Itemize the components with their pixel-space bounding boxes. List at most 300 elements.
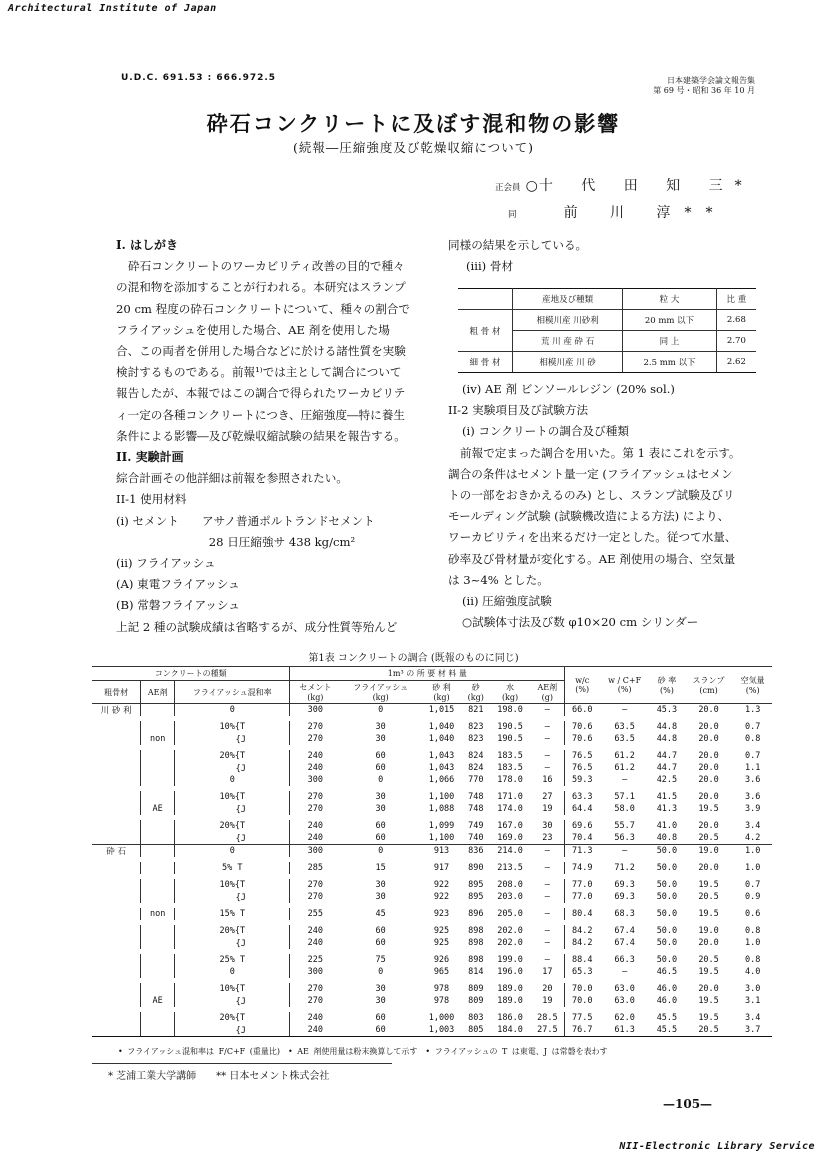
text-line: は 3~4% とした。: [448, 572, 549, 587]
value-cell: 62.0: [614, 1013, 635, 1023]
value-cell: 1.0: [744, 938, 761, 948]
value-cell: 19: [530, 995, 564, 1007]
value-cell: 55.7: [614, 821, 635, 831]
ae-label: non: [141, 908, 175, 920]
value-cell: 63.3: [571, 792, 593, 802]
value-cell: 19.5: [698, 996, 719, 1006]
value-cell: 3.6: [744, 775, 761, 785]
value-cell: 4.0: [744, 967, 761, 977]
col-header: 空気量 (%): [733, 667, 772, 704]
value-cell: 925: [433, 938, 450, 948]
value-cell: 917: [433, 863, 450, 873]
value-cell: 821: [468, 705, 484, 715]
value-cell: 240: [290, 1024, 340, 1037]
value-cell: 41.3: [656, 804, 678, 814]
aggregate-label: 砕 石: [92, 845, 141, 858]
value-cell: 1,003: [421, 1024, 462, 1037]
value-cell: 74.9: [571, 863, 593, 873]
value-cell: 836: [468, 846, 484, 856]
value-cell: 88.4: [571, 955, 593, 965]
udc-code: U.D.C. 691.53 : 666.972.5: [121, 73, 277, 83]
value-cell: 0.8: [744, 734, 761, 744]
table-row: [92, 762, 772, 774]
text-line: 上記 2 種の試験成績は省略するが、成分性質等殆んど: [116, 619, 398, 634]
mix-ratio: 10%{T: [175, 879, 290, 891]
value-cell: 64.4: [571, 804, 593, 814]
mix-ratio: 20%{T: [175, 750, 290, 762]
value-cell: —: [622, 775, 628, 785]
value-cell: 270: [307, 892, 324, 902]
value-cell: 189.0: [497, 996, 523, 1006]
value-cell: 27.5: [530, 1024, 564, 1037]
value-cell: 70.4: [565, 832, 599, 845]
aggregate-label: [92, 733, 141, 745]
ae-label: AE: [141, 995, 175, 1007]
value-cell: 60: [340, 832, 421, 845]
table-row: [92, 704, 772, 717]
value-cell: 184.0: [490, 1024, 531, 1037]
value-cell: 0: [378, 705, 384, 715]
value-cell: 76.5: [571, 751, 593, 761]
table-row: [92, 954, 772, 966]
value-cell: 270: [307, 734, 324, 744]
ae-label: [141, 879, 175, 891]
value-cell: 45: [375, 909, 386, 919]
value-cell: 898: [468, 926, 484, 936]
value-cell: 50.0: [656, 926, 678, 936]
aggregate-label: 川 砂 利: [92, 704, 141, 717]
table1-notes: • フライアッシュ混和率は F/C+F (重量比) • AE 剤使用量は粉末換算して示す • フライアッシュの T は東電、J は常磐を表わす: [118, 1047, 608, 1056]
author-role: 同: [508, 210, 517, 220]
ae-label: [141, 937, 175, 949]
value-cell: 809: [468, 984, 484, 994]
mix-ratio: {J: [175, 803, 290, 815]
text-line: (A) 東電フライアッシュ: [116, 577, 240, 592]
value-cell: 926: [433, 955, 450, 965]
aggregate-table: [458, 288, 756, 373]
ae-label: [141, 845, 175, 858]
mix-ratio: 15% T: [175, 908, 290, 920]
value-cell: 41.0: [656, 821, 678, 831]
value-cell: —: [530, 937, 564, 949]
value-cell: 63.0: [614, 984, 635, 994]
value-cell: 202.0: [497, 926, 523, 936]
value-cell: 44.8: [656, 722, 678, 732]
aggregate-label: [92, 750, 141, 762]
value-cell: 50.0: [656, 955, 678, 965]
value-cell: 60: [340, 1024, 421, 1037]
value-cell: 68.3: [614, 909, 635, 919]
value-cell: 749: [468, 821, 484, 831]
ae-label: [141, 1012, 175, 1024]
value-cell: 45.5: [650, 1024, 684, 1037]
value-cell: 1.0: [744, 863, 761, 873]
value-cell: 46.5: [656, 967, 678, 977]
text-line: 検討するものである。前報¹⁾では主として調合について: [116, 365, 402, 380]
value-cell: 203.0: [497, 892, 523, 902]
value-cell: 167.0: [497, 821, 523, 831]
aggregate-label: [92, 791, 141, 803]
text-line: (iii) 骨材: [466, 259, 514, 274]
value-cell: 898: [468, 955, 484, 965]
author-name: 前 川 淳**: [563, 205, 727, 221]
aggregate-label: [92, 721, 141, 733]
value-cell: —: [530, 845, 564, 858]
value-cell: 300: [307, 705, 324, 715]
value-cell: 60: [375, 821, 386, 831]
text-line: 綜合計画その他詳細は前報を参照されたい。: [116, 471, 348, 486]
value-cell: —: [530, 704, 564, 717]
value-cell: 30: [375, 892, 386, 902]
value-cell: 1.3: [744, 705, 761, 715]
value-cell: 814: [468, 967, 484, 977]
author-marker: ○: [525, 178, 539, 194]
value-cell: 69.6: [571, 821, 593, 831]
value-cell: 0.8: [744, 926, 761, 936]
value-cell: 66.0: [571, 705, 593, 715]
ae-label: [141, 925, 175, 937]
value-cell: 748: [468, 792, 484, 802]
value-cell: 58.0: [614, 804, 635, 814]
value-cell: 740: [462, 832, 490, 845]
section-heading: I. はしがき: [116, 238, 178, 252]
value-cell: 898: [468, 938, 484, 948]
value-cell: 285: [307, 863, 324, 873]
value-cell: —: [530, 750, 564, 762]
table-row: [92, 803, 772, 815]
value-cell: 20.0: [698, 863, 719, 873]
value-cell: 0.7: [744, 880, 761, 890]
value-cell: 44.7: [656, 751, 678, 761]
value-cell: 809: [468, 996, 484, 1006]
text-line: トの一部をおきかえるのみ) とし、スランプ試験及びリ: [448, 488, 735, 503]
value-cell: 922: [433, 892, 450, 902]
value-cell: 57.1: [614, 792, 635, 802]
value-cell: 1,000: [428, 1013, 455, 1023]
value-cell: 240: [290, 832, 340, 845]
col-header: 水 (kg): [490, 681, 531, 704]
page-number: —105—: [663, 1097, 713, 1111]
value-cell: 1,088: [428, 804, 455, 814]
value-cell: 913: [433, 846, 450, 856]
value-cell: 0.8: [744, 955, 761, 965]
table-row: [92, 721, 772, 733]
aggregate-label: [92, 879, 141, 891]
ae-label: [141, 983, 175, 995]
value-cell: 1,099: [428, 821, 455, 831]
col-header: 比 重: [716, 289, 756, 310]
value-cell: 20.5: [684, 832, 734, 845]
left-column: [116, 235, 446, 638]
value-cell: 60: [375, 938, 386, 948]
value-cell: 19.5: [698, 880, 719, 890]
gravity-cell: 2.70: [716, 331, 756, 352]
source-cell: 相模川産 川砂利: [513, 310, 623, 331]
value-cell: 3.9: [744, 804, 761, 814]
value-cell: 63.5: [614, 734, 635, 744]
value-cell: 67.4: [614, 938, 635, 948]
value-cell: 20.0: [698, 705, 719, 715]
value-cell: 925: [433, 926, 450, 936]
value-cell: 3.4: [744, 1013, 761, 1023]
source-cell: 荒 川 産 砕 石: [513, 331, 623, 352]
value-cell: 824: [468, 751, 484, 761]
text-line: ○試験体寸法及び数 φ10×20 cm シリンダー: [462, 615, 699, 630]
value-cell: 60: [375, 1013, 386, 1023]
mix-ratio: 20%{T: [175, 925, 290, 937]
text-line: 20 cm 程度の砕石コンクリートについて、種々の割合で: [116, 301, 410, 316]
aggregate-label: [92, 1024, 141, 1037]
value-cell: 44.7: [656, 763, 678, 773]
ae-label: non: [141, 733, 175, 745]
value-cell: —: [530, 721, 564, 733]
value-cell: 76.7: [565, 1024, 599, 1037]
journal-info: [653, 76, 755, 96]
text-line: フライアッシュを使用した場合、AE 剤を使用した場: [116, 322, 390, 337]
value-cell: 1,040: [428, 734, 455, 744]
text-line: 同様の結果を示している。: [448, 238, 588, 252]
table-row: [92, 820, 772, 832]
table-row: [92, 937, 772, 949]
value-cell: 922: [433, 880, 450, 890]
value-cell: 196.0: [497, 967, 523, 977]
value-cell: 60: [375, 926, 386, 936]
value-cell: 300: [307, 775, 324, 785]
mix-ratio: {J: [175, 832, 290, 845]
value-cell: 208.0: [497, 880, 523, 890]
value-cell: 270: [307, 880, 324, 890]
value-cell: 20.0: [698, 751, 719, 761]
value-cell: 0.7: [744, 722, 761, 732]
value-cell: 30: [375, 734, 386, 744]
value-cell: 190.5: [497, 734, 523, 744]
aggregate-label: [92, 937, 141, 949]
text-line: II-1 使用材料: [116, 492, 187, 507]
value-cell: 198.0: [497, 705, 523, 715]
value-cell: 240: [307, 938, 324, 948]
value-cell: 1,015: [428, 705, 455, 715]
mix-ratio: 5% T: [175, 862, 290, 874]
mix-ratio: 25% T: [175, 954, 290, 966]
gravity-cell: 2.62: [716, 352, 756, 373]
value-cell: 28.5: [530, 1012, 564, 1024]
value-cell: 178.0: [497, 775, 523, 785]
text-line: 報告したが、本報ではこの調合で得られたワーカビリテ: [116, 386, 406, 401]
value-cell: 44.8: [656, 734, 678, 744]
col-header: 産地及び種類: [513, 289, 623, 310]
institute-header: Architectural Institute of Japan: [8, 3, 217, 14]
aggregate-label: [92, 983, 141, 995]
footnotes: * 芝浦工業大学講師 ** 日本セメント株式会社: [108, 1071, 330, 1082]
value-cell: 69.3: [614, 880, 635, 890]
value-cell: 45.5: [656, 1013, 678, 1023]
value-cell: —: [530, 733, 564, 745]
ae-label: [141, 762, 175, 774]
value-cell: 823: [468, 734, 484, 744]
aggregate-label: [92, 832, 141, 845]
size-cell: 20 mm 以下: [623, 310, 717, 331]
aggregate-label: [92, 966, 141, 978]
ae-label: [141, 954, 175, 966]
value-cell: 255: [307, 909, 324, 919]
table-row: [92, 832, 772, 845]
value-cell: 30: [375, 880, 386, 890]
value-cell: 1,066: [428, 775, 455, 785]
value-cell: 20.5: [684, 1024, 734, 1037]
aggregate-label: [92, 891, 141, 903]
value-cell: 270: [307, 996, 324, 1006]
aggregate-label: [92, 995, 141, 1007]
col-header: コンクリートの種類: [92, 667, 290, 681]
table-row: [92, 925, 772, 937]
text-line: (ii) 圧縮強度試験: [462, 594, 552, 609]
value-cell: 30: [375, 996, 386, 1006]
value-cell: 300: [307, 846, 324, 856]
value-cell: 84.2: [571, 938, 593, 948]
value-cell: 23: [530, 832, 564, 845]
table-row: [92, 908, 772, 920]
value-cell: 20.0: [698, 734, 719, 744]
right-column-top: [448, 235, 768, 277]
value-cell: —: [530, 908, 564, 920]
value-cell: 3.4: [744, 821, 761, 831]
value-cell: 978: [433, 984, 450, 994]
value-cell: 225: [307, 955, 324, 965]
value-cell: 60: [375, 763, 386, 773]
table-row: [92, 891, 772, 903]
value-cell: 70.0: [571, 996, 593, 1006]
value-cell: 3.7: [733, 1024, 772, 1037]
table-row: [92, 983, 772, 995]
value-cell: 20.0: [698, 984, 719, 994]
value-cell: 0.9: [744, 892, 761, 902]
author-1: [495, 175, 754, 195]
value-cell: 240: [307, 763, 324, 773]
value-cell: 3.6: [744, 792, 761, 802]
value-cell: 50.0: [656, 880, 678, 890]
text-line: (ii) フライアッシュ: [116, 556, 216, 571]
value-cell: 76.5: [571, 763, 593, 773]
value-cell: 63.0: [614, 996, 635, 1006]
value-cell: 30: [375, 792, 386, 802]
value-cell: 30: [530, 820, 564, 832]
journal-issue: 第 69 号・昭和 36 年 10 月: [653, 86, 755, 95]
value-cell: 75: [375, 955, 386, 965]
aggregate-label: [92, 774, 141, 786]
value-cell: 183.5: [497, 751, 523, 761]
aggregate-label: [92, 1012, 141, 1024]
value-cell: 20.0: [698, 938, 719, 948]
value-cell: 41.5: [656, 792, 678, 802]
col-header: 砂 率 (%): [650, 667, 684, 704]
ae-label: [141, 750, 175, 762]
gravity-cell: 2.68: [716, 310, 756, 331]
value-cell: 19.5: [698, 1013, 719, 1023]
value-cell: 16: [530, 774, 564, 786]
section-heading: II. 実験計画: [116, 450, 184, 465]
value-cell: 1.0: [744, 846, 761, 856]
value-cell: 19.5: [698, 804, 719, 814]
aggregate-label: [92, 820, 141, 832]
value-cell: 50.0: [656, 846, 678, 856]
text-line: 調合の条件はセメント量一定 (フライアッシュはセメン: [448, 466, 733, 481]
text-line: ワーカビリティを出来るだけ一定とした。従つて水量、: [448, 530, 737, 545]
table-row: [92, 845, 772, 858]
col-header: w/c (%): [565, 667, 599, 704]
value-cell: 240: [307, 926, 324, 936]
table-row: [92, 750, 772, 762]
value-cell: 202.0: [497, 938, 523, 948]
value-cell: 30: [375, 984, 386, 994]
value-cell: 19.5: [698, 967, 719, 977]
col-header: フライアッシュ混和率: [175, 681, 290, 704]
paper-title: 砕石コンクリートに及ぼす混和物の影響: [206, 111, 621, 136]
size-cell: 2.5 mm 以下: [623, 352, 717, 373]
col-header: 粗骨材: [92, 681, 141, 704]
aggregate-label: [92, 803, 141, 815]
col-header: w / C+F (%): [599, 667, 650, 704]
value-cell: 923: [433, 909, 450, 919]
ae-label: [141, 791, 175, 803]
value-cell: 77.5: [571, 1013, 593, 1023]
value-cell: 1,043: [428, 763, 455, 773]
value-cell: —: [530, 862, 564, 874]
text-line: 前報で定まった調合を用いた。第 1 表にこれを示す。: [460, 445, 741, 460]
ae-label: [141, 832, 175, 845]
value-cell: 174.0: [497, 804, 523, 814]
value-cell: 20: [530, 983, 564, 995]
value-cell: 0.7: [744, 751, 761, 761]
value-cell: 20.0: [698, 722, 719, 732]
text-line: (i) セメント アサノ普通ポルトランドセメント: [116, 513, 375, 528]
value-cell: 240: [307, 1013, 324, 1023]
paper-subtitle: (続報―圧縮強度及び乾燥収縮について): [292, 140, 534, 155]
source-cell: 相模川産 川 砂: [513, 352, 623, 373]
table-row: [92, 879, 772, 891]
value-cell: 19.0: [698, 926, 719, 936]
value-cell: 270: [307, 984, 324, 994]
mix-ratio: 20%{T: [175, 820, 290, 832]
mix-ratio: 10%{T: [175, 983, 290, 995]
value-cell: 61.3: [599, 1024, 650, 1037]
value-cell: 46.0: [656, 996, 678, 1006]
value-cell: 40.8: [650, 832, 684, 845]
value-cell: 0: [378, 775, 384, 785]
value-cell: 189.0: [497, 984, 523, 994]
aggregate-label: [92, 862, 141, 874]
value-cell: —: [530, 954, 564, 966]
value-cell: 30: [375, 722, 386, 732]
value-cell: 42.5: [656, 775, 678, 785]
value-cell: 186.0: [497, 1013, 523, 1023]
aggregate-label: [92, 925, 141, 937]
value-cell: 823: [468, 722, 484, 732]
value-cell: 270: [307, 792, 324, 802]
journal-name: 日本建築学会論文報告集: [667, 76, 755, 85]
text-line: モールディング試験 (試験機改造による方法) により、: [448, 509, 730, 524]
value-cell: 69.3: [614, 892, 635, 902]
value-cell: 27: [530, 791, 564, 803]
text-line: II-2 実験項目及び試験方法: [448, 403, 589, 418]
value-cell: 1,100: [421, 832, 462, 845]
value-cell: 63.5: [614, 722, 635, 732]
ae-label: [141, 704, 175, 717]
author-name: 十 代 田 知 三*: [538, 178, 754, 194]
value-cell: 169.0: [490, 832, 531, 845]
value-cell: —: [530, 891, 564, 903]
footnote-rule: [92, 1063, 392, 1064]
value-cell: 0: [378, 967, 384, 977]
